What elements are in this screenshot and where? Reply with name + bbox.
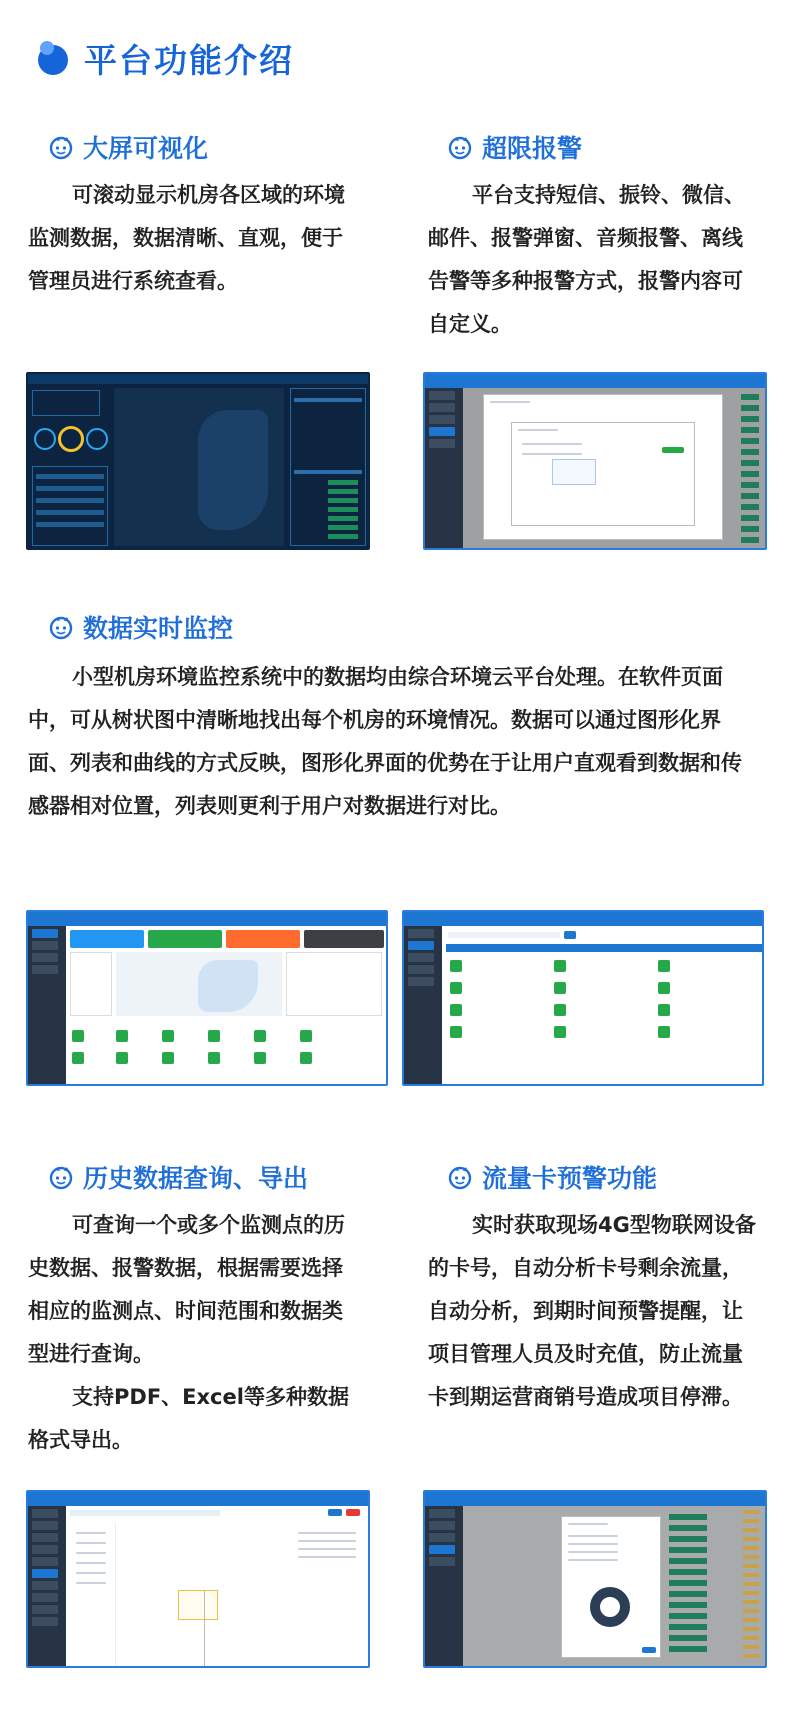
chat-bubble-icon [48,614,74,640]
screenshot-realtime-list [402,910,764,1086]
screenshot-alarm [423,372,767,550]
screenshot-sim [423,1490,767,1668]
chat-bubble-icon [48,1164,74,1190]
section-heading-sim [447,1162,657,1192]
section-text: 可查询一个或多个监测点的历史数据、报警数据，根据需要选择相应的监测点、时间范围和数据类型进行查询。 支持PDF、Excel等多种数据格式导出。 [28,1213,349,1452]
section-text: 小型机房环境监控系统中的数据均由综合环境云平台处理。在软件页面中，可从树状图中清晰地找出每个机房的环境情况。数据可以通过图形化界面、列表和曲线的方式反映，图形化界面的优势在于让用户直观看到数据和传感器相对位置，列表则更利于用户对数据进行对比。 [28,665,742,818]
dot-icon [38,41,72,75]
chat-bubble-icon [48,134,74,160]
section-title: 大屏可视化 [83,134,209,163]
section-heading-big-screen [48,132,208,162]
section-heading-history [48,1162,308,1192]
screenshot-realtime-map [26,910,388,1086]
section-title: 历史数据查询、导出 [83,1164,309,1193]
section-text: 平台支持短信、振铃、微信、邮件、报警弹窗、音频报警、离线告警等多种报警方式，报警内容可自定义。 [428,183,745,336]
section-heading-realtime [48,612,233,642]
section-title: 流量卡预警功能 [482,1164,658,1193]
screenshot-big-screen [26,372,370,550]
section-text: 实时获取现场4G型物联网设备的卡号，自动分析卡号剩余流量，自动分析，到期时间预警提醒，让项目管理人员及时充值，防止流量卡到期运营商销号造成项目停滞。 [428,1213,756,1409]
section-title: 数据实时监控 [83,614,234,643]
section-title: 超限报警 [482,134,583,163]
screenshot-history [26,1490,370,1668]
section-heading-alarm [447,132,582,162]
page-header [38,36,294,80]
page-title: 平台功能介绍 [84,40,294,80]
section-text: 可滚动显示机房各区域的环境监测数据，数据清晰、直观，便于管理员进行系统查看。 [28,183,345,293]
chat-bubble-icon [447,134,473,160]
chat-bubble-icon [447,1164,473,1190]
